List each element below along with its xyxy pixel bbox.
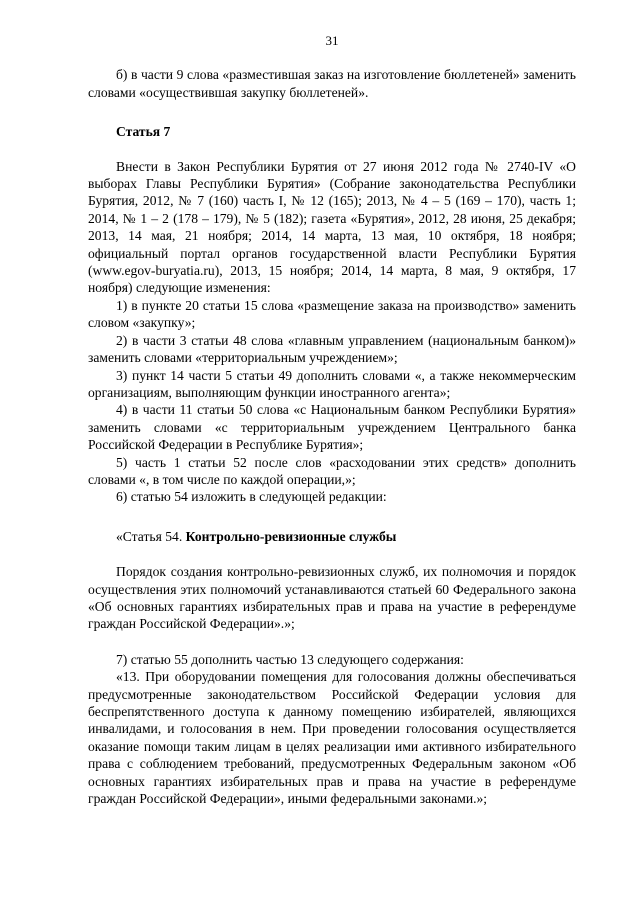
paragraph-b: б) в части 9 слова «разместившая заказ на изготовление бюллетеней» заменить словами «осуществившая закупку бюллетеней». [88,67,576,100]
paragraph-item-1: 1) в пункте 20 статьи 15 слова «размещение заказа на производство» заменить словом «закупку»; [88,297,576,331]
paragraph-item-6: 6) статью 54 изложить в следующей редакции: [116,489,387,505]
article54-title: Контрольно-ревизионные службы [185,528,397,544]
article54-heading [88,528,576,545]
paragraph-item-3: 3) пункт 14 части 5 статьи 49 дополнить словами «, а также некоммерческим организациям, выполняющим функции иностранного агента»; [88,367,576,400]
paragraph-item-2: 2) в части 3 статьи 48 слова «главным управлением (национальным банком)» заменить словами «территориальным учреждением»; [88,332,576,366]
page-number: 31 [325,33,339,48]
paragraph-item-4: 4) в части 11 статьи 50 слова «с Национальным банком Республики Бурятия» заменить словами «с территориальным учреждением Центрального банка Российской Федерации в Республике Бурятия»; [88,402,576,453]
paragraph-item-7: 7) статью 55 дополнить частью 13 следующего содержания: [116,651,464,667]
paragraph-article54-body: Порядок создания контрольно-ревизионных служб, их полномочия и порядок осуществления этих полномочий устанавливаются статьей 60 Федерального закона «Об основных гарантиях избирательных прав и права на участие в референдуме граждан Российской Федерации».»; [88,564,576,632]
article54-prefix: «Статья 54. [116,528,186,544]
paragraph-intro: Внести в Закон Республики Бурятия от 27 июня 2012 года № 2740-IV «О выборах Главы Республики Бурятия» (Собрание законодательства Республики Бурятия, 2012, № 7 (160) часть I, № 12 (165); 2013, № 4 – 5 (169 – 170), часть 1; 2014, № 1 – 2 (178 – 179), № 5 (182); газета «Бурятия», 2012, 28 июня, 25 декабря; 2013, 14 мая, 21 ноября; 2014, 14 марта, 13 мая, 10 октября, 18 ноября; официальный портал органов государственной власти Республики Бурятия (www.egov-buryatia.ru), 2013, 15 ноября; 2014, 14 марта, 8 мая, 9 октября, 17 ноября) следующие изменения: [88,158,576,296]
paragraph-part-13: «13. При оборудовании помещения для голосования должны обеспечиваться предусмотренные законодательством Российской Федерации условия для беспрепятственного доступа к данному помещению избирателей, являющихся инвалидами, и голосования в нем. При проведении голосования осуществляется оказание помощи таким лицам в целях реализации ими активного избирательного права с соблюдением требований, предусмотренных Федеральным законом «Об основных гарантиях избирательных прав и права на участие в референдуме граждан Российской Федерации», иными федеральными законами.»; [88,669,576,807]
paragraph-item-5: 5) часть 1 статьи 52 после слов «расходовании этих средств» дополнить словами «, в том числе по каждой операции,»; [88,454,576,487]
article-heading: Статья 7 [116,124,171,140]
